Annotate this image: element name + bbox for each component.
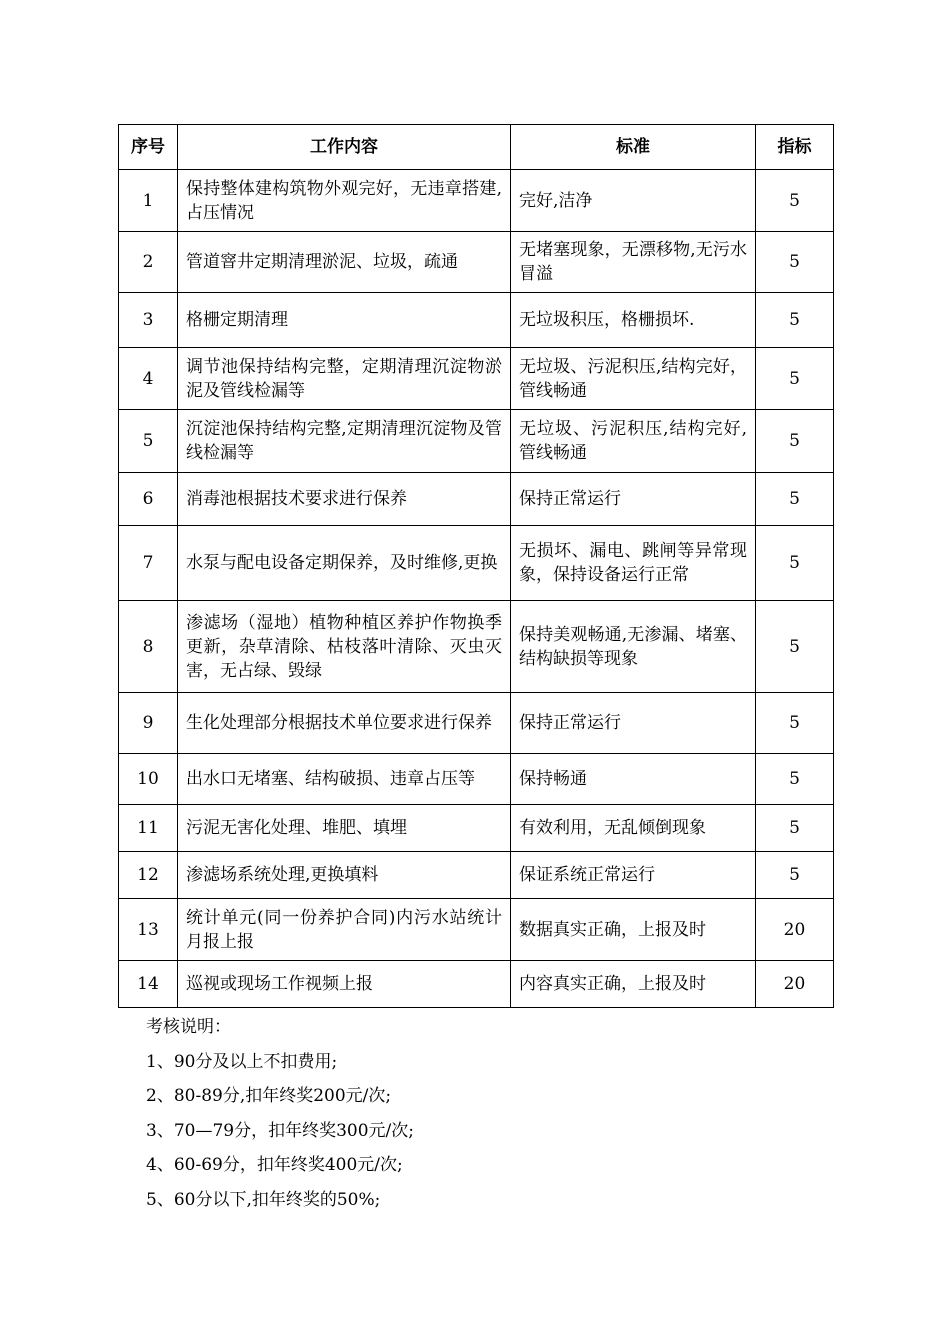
row-no: 1 (119, 170, 178, 232)
table-row (119, 899, 834, 961)
row-content: 污泥无害化处理、堆肥、填埋 (178, 805, 511, 852)
header-score: 指标 (756, 125, 834, 170)
table-row (119, 232, 834, 293)
row-score: 5 (756, 348, 834, 410)
notes-item: 5、60分以下,扣年终奖的50%; (146, 1189, 381, 1210)
row-score: 5 (756, 473, 834, 526)
row-no: 3 (119, 293, 178, 348)
row-standard: 内容真实正确，上报及时 (511, 961, 756, 1008)
row-score: 5 (756, 170, 834, 232)
row-no: 2 (119, 232, 178, 293)
row-content: 水泵与配电设备定期保养，及时维修,更换 (178, 526, 511, 601)
row-score: 5 (756, 805, 834, 852)
row-no: 6 (119, 473, 178, 526)
header-standard: 标准 (511, 125, 756, 170)
row-no: 14 (119, 961, 178, 1008)
row-content: 生化处理部分根据技术单位要求进行保养 (178, 693, 511, 754)
table-header-row (119, 125, 834, 170)
header-no: 序号 (119, 125, 178, 170)
row-content: 保持整体建构筑物外观完好，无违章搭建,占压情况 (178, 170, 511, 232)
table-row (119, 526, 834, 601)
row-content: 调节池保持结构完整，定期清理沉淀物淤泥及管线检漏等 (178, 348, 511, 410)
row-standard: 保持畅通 (511, 754, 756, 805)
row-content: 沉淀池保持结构完整,定期清理沉淀物及管线检漏等 (178, 410, 511, 473)
row-score: 5 (756, 754, 834, 805)
table-row (119, 693, 834, 754)
row-score: 20 (756, 961, 834, 1008)
table-row (119, 961, 834, 1008)
notes-item: 1、90分及以上不扣费用; (146, 1051, 338, 1072)
row-content: 统计单元(同一份养护合同)内污水站统计月报上报 (178, 899, 511, 961)
table-row (119, 170, 834, 232)
row-content: 巡视或现场工作视频上报 (178, 961, 511, 1008)
table-row (119, 601, 834, 693)
row-no: 7 (119, 526, 178, 601)
table-row (119, 852, 834, 899)
row-score: 5 (756, 410, 834, 473)
row-standard: 数据真实正确，上报及时 (511, 899, 756, 961)
row-standard: 无垃圾、污泥积压,结构完好,管线畅通 (511, 410, 756, 473)
table-row (119, 805, 834, 852)
row-content: 消毒池根据技术要求进行保养 (178, 473, 511, 526)
table-row (119, 410, 834, 473)
row-no: 11 (119, 805, 178, 852)
row-content: 管道窨井定期清理淤泥、垃圾，疏通 (178, 232, 511, 293)
row-standard: 保持正常运行 (511, 473, 756, 526)
row-no: 8 (119, 601, 178, 693)
row-score: 5 (756, 852, 834, 899)
notes-item: 2、80-89分,扣年终奖200元/次; (146, 1086, 392, 1106)
row-score: 5 (756, 293, 834, 348)
row-standard: 保持美观畅通,无渗漏、堵塞、结构缺损等现象 (511, 601, 756, 693)
notes-item: 3、70—79分，扣年终奖300元/次; (146, 1120, 414, 1141)
row-no: 4 (119, 348, 178, 410)
row-score: 5 (756, 693, 834, 754)
row-score: 5 (756, 601, 834, 693)
assessment-notes (146, 1010, 414, 1217)
assessment-table (118, 124, 834, 1008)
row-no: 9 (119, 693, 178, 754)
row-standard: 保证系统正常运行 (511, 852, 756, 899)
table-row (119, 293, 834, 348)
notes-title: 考核说明： (146, 1017, 231, 1037)
row-content: 渗滤场（湿地）植物种植区养护作物换季更新，杂草清除、枯枝落叶清除、灭虫灭害，无占绿、毁绿 (178, 601, 511, 693)
row-standard: 无堵塞现象，无漂移物,无污水冒溢 (511, 232, 756, 293)
table-row (119, 473, 834, 526)
row-score: 5 (756, 526, 834, 601)
row-no: 13 (119, 899, 178, 961)
table-row (119, 754, 834, 805)
row-no: 12 (119, 852, 178, 899)
row-standard: 无垃圾积压，格栅损坏. (511, 293, 756, 348)
row-no: 10 (119, 754, 178, 805)
row-standard: 无损坏、漏电、跳闸等异常现象，保持设备运行正常 (511, 526, 756, 601)
row-content: 渗滤场系统处理,更换填料 (178, 852, 511, 899)
row-standard: 有效利用，无乱倾倒现象 (511, 805, 756, 852)
row-score: 5 (756, 232, 834, 293)
row-standard: 无垃圾、污泥积压,结构完好，管线畅通 (511, 348, 756, 410)
row-score: 20 (756, 899, 834, 961)
notes-item: 4、60-69分，扣年终奖400元/次; (146, 1155, 403, 1175)
table-row (119, 348, 834, 410)
header-content: 工作内容 (178, 125, 511, 170)
row-standard: 保持正常运行 (511, 693, 756, 754)
row-standard: 完好,洁净 (511, 170, 756, 232)
row-content: 格栅定期清理 (178, 293, 511, 348)
row-content: 出水口无堵塞、结构破损、违章占压等 (178, 754, 511, 805)
row-no: 5 (119, 410, 178, 473)
